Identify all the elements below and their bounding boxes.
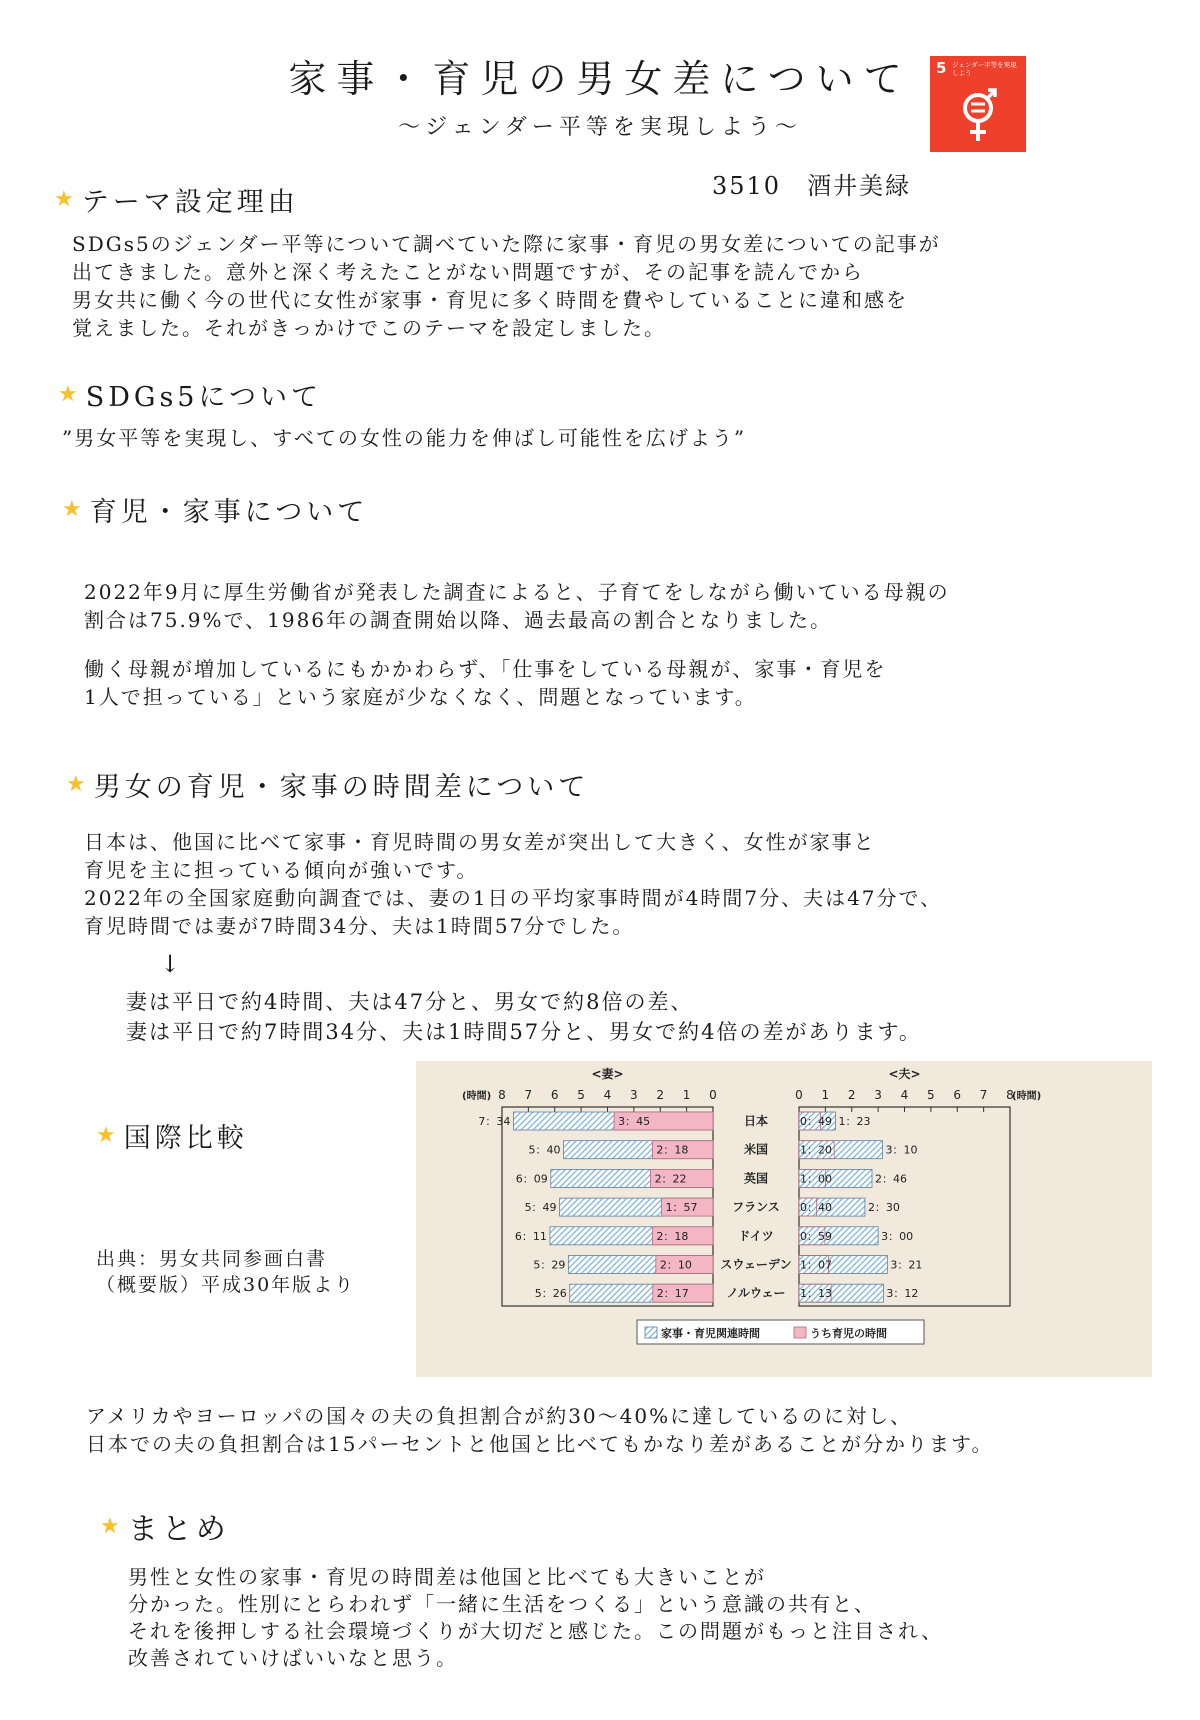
wife-total-label: 5：26 — [534, 1287, 567, 1301]
country-label: 米国 — [743, 1142, 769, 1157]
section-heading-sdgs5 — [58, 375, 322, 414]
legend-label-childcare: うち育児の時間 — [810, 1327, 887, 1340]
husband-total-label: 2：30 — [867, 1201, 900, 1215]
wife-childcare-label: 1：57 — [665, 1201, 698, 1215]
gender-equality-icon — [958, 86, 998, 146]
wife-childcare-label: 2：22 — [654, 1172, 687, 1186]
text-line: 男性と女性の家事・育児の時間差は他国と比べても大きいことが — [128, 1565, 766, 1589]
wife-tick-label: 4 — [603, 1088, 612, 1102]
text-line: 出典：男女共同参画白書 — [96, 1248, 328, 1270]
husband-tick-label: 1 — [821, 1088, 830, 1102]
text-line: アメリカやヨーロッパの国々の夫の負担割合が約30～40%に達しているのに対し、 — [86, 1404, 913, 1428]
text-line: それを後押しする社会環境づくりが大切だと感じた。この問題がもっと注目され、 — [128, 1619, 944, 1643]
comparison-chart — [416, 1061, 1152, 1377]
country-label: 英国 — [743, 1171, 769, 1186]
page-subtitle: ～ジェンダー平等を実現しよう～ — [398, 115, 802, 140]
text-line: 覚えました。それがきっかけでこのテーマを設定しました。 — [72, 316, 666, 340]
chart-source — [96, 1246, 355, 1298]
country-label: ノルウェー — [726, 1286, 786, 1301]
wife-tick-label: 3 — [630, 1088, 638, 1102]
heading-text: 育児・家事について — [89, 497, 369, 528]
sdg5-badge — [930, 56, 1026, 152]
husband-total-label: 3：12 — [886, 1287, 919, 1301]
husband-total-label: 3：10 — [885, 1143, 918, 1157]
husband-childcare-label: 1：07 — [800, 1258, 832, 1272]
text-line: 改善されていけばいいなと思う。 — [128, 1646, 458, 1670]
star-icon: ★ — [62, 497, 86, 522]
text-line: 分かった。性別にとらわれず「一緒に生活をつくる」という意識の共有と、 — [128, 1592, 876, 1616]
reason-text — [72, 230, 941, 342]
husband-tick-label: 8 — [1006, 1088, 1014, 1102]
husband-tick-label: 7 — [979, 1088, 988, 1102]
husband-total-label: 1：23 — [838, 1115, 871, 1128]
time-gap-text — [84, 828, 942, 940]
country-label: 日本 — [743, 1114, 769, 1128]
country-label: スウェーデン — [720, 1257, 792, 1272]
text-line: 2022年9月に厚生労働省が発表した調査によると、子育てをしながら働いている母親の — [84, 580, 950, 604]
wife-tick-label: 7 — [524, 1088, 533, 1102]
star-icon: ★ — [66, 772, 90, 797]
husband-total-label: 2：46 — [874, 1172, 907, 1186]
country-label: ドイツ — [738, 1228, 774, 1243]
wife-tick-label: 2 — [656, 1088, 665, 1102]
text-line: 育児を主に担っている傾向が強いです。 — [84, 858, 479, 882]
wife-tick-label: 1 — [682, 1088, 691, 1102]
wife-unit-label: (時間) — [462, 1091, 492, 1102]
text-line: 育児時間では妻が7時間34分、夫は1時間57分でした。 — [84, 914, 635, 938]
heading-text: テーマ設定理由 — [81, 187, 299, 218]
wife-tick-label: 6 — [550, 1088, 559, 1102]
wife-chart-title: <妻> — [591, 1067, 624, 1081]
heading-text: SDGs5について — [85, 382, 322, 413]
wife-childcare-label: 2：18 — [656, 1143, 689, 1157]
husband-tick-label: 5 — [927, 1088, 935, 1102]
wife-childcare-label: 3：45 — [618, 1115, 651, 1128]
summary-text — [128, 1564, 943, 1672]
husband-tick-label: 2 — [847, 1088, 856, 1102]
text-line: 妻は平日で約7時間34分、夫は1時間57分と、男女で約4倍の差があります。 — [126, 1020, 922, 1044]
husband-childcare-label: 0：40 — [800, 1201, 832, 1215]
legend-swatch-total — [645, 1327, 657, 1338]
husband-unit-label: (時間) — [1012, 1091, 1042, 1102]
husband-tick-label: 0 — [795, 1088, 803, 1102]
text-line: 働く母親が増加しているにもかかわらず、「仕事をしている母親が、家事・育児を — [84, 657, 887, 681]
wife-tick-label: 5 — [577, 1088, 585, 1102]
wife-childcare-label: 2：18 — [656, 1229, 689, 1243]
heading-text: まとめ — [127, 1512, 230, 1547]
husband-childcare-label: 0：59 — [800, 1229, 832, 1243]
legend-swatch-childcare — [794, 1327, 806, 1338]
wife-total-label: 6：09 — [515, 1172, 548, 1186]
star-icon: ★ — [100, 1513, 124, 1539]
sdg-number: 5 — [936, 59, 947, 77]
star-icon: ★ — [96, 1123, 120, 1148]
country-label: フランス — [732, 1200, 780, 1215]
wife-tick-label: 0 — [709, 1088, 717, 1102]
author-name: 3510 酒井美緑 — [712, 172, 912, 200]
text-line: SDGs5のジェンダー平等について調べていた際に家事・育児の男女差についての記事が — [72, 232, 941, 256]
intl-after-text — [86, 1402, 993, 1458]
wife-total-label: 5：49 — [524, 1201, 557, 1215]
heading-text: 国際比較 — [123, 1123, 248, 1154]
sdg-badge-text: ジェンダー平等を実現しよう — [952, 61, 1017, 77]
wife-total-label: 5：29 — [533, 1258, 566, 1272]
text-line: 妻は平日で約4時間、夫は47分と、男女で約8倍の差、 — [126, 990, 694, 1014]
husband-childcare-label: 1：00 — [800, 1172, 832, 1186]
star-icon: ★ — [54, 187, 78, 212]
section-heading-childcare — [62, 490, 368, 529]
husband-chart-title: <夫> — [888, 1067, 921, 1081]
heading-text: 男女の育児・家事の時間差について — [93, 772, 590, 803]
time-gap-result — [126, 987, 922, 1047]
section-heading-reason — [54, 180, 299, 219]
page-title: 家事・育児の男女差について — [288, 57, 912, 101]
husband-childcare-label: 1：13 — [800, 1287, 832, 1301]
husband-total-label: 3：00 — [881, 1229, 914, 1243]
wife-childcare-label: 2：10 — [659, 1258, 692, 1272]
wife-tick-label: 8 — [498, 1088, 506, 1102]
husband-childcare-label: 0：49 — [800, 1115, 832, 1128]
childcare-para-2 — [84, 655, 886, 711]
comparison-chart-svg — [416, 1061, 1152, 1377]
section-heading-time-gap — [66, 765, 589, 804]
text-line: 出てきました。意外と深く考えたことがない問題ですが、その記事を読んでから — [72, 260, 864, 284]
star-icon: ★ — [58, 382, 82, 407]
text-line: 日本での夫の負担割合は15パーセントと他国と比べてもかなり差があることが分かります。 — [86, 1432, 994, 1456]
text-line: 2022年の全国家庭動向調査では、妻の1日の平均家事時間が4時間7分、夫は47分で、 — [84, 886, 943, 910]
section-heading-summary — [100, 1504, 230, 1548]
text-line: 割合は75.9%で、1986年の調査開始以降、過去最高の割合となりました。 — [84, 608, 833, 632]
wife-total-label: 5：40 — [528, 1143, 561, 1157]
section-heading-intl — [96, 1116, 248, 1155]
childcare-para-1 — [84, 578, 950, 634]
legend-label-total: 家事・育児関連時間 — [661, 1327, 760, 1340]
text-line: （概要版）平成30年版より — [96, 1274, 356, 1296]
wife-total-label: 7：34 — [478, 1115, 511, 1128]
text-line: 男女共に働く今の世代に女性が家事・育児に多く時間を費やしていることに違和感を — [72, 288, 908, 312]
wife-total-label: 6：11 — [514, 1229, 547, 1243]
husband-tick-label: 4 — [900, 1088, 909, 1102]
husband-total-label: 3：21 — [890, 1258, 923, 1272]
wife-childcare-label: 2：17 — [656, 1287, 689, 1301]
down-arrow: ↓ — [160, 950, 183, 978]
husband-tick-label: 3 — [874, 1088, 882, 1102]
sdgs5-quote: ”男女平等を実現し、すべての女性の能力を伸ばし可能性を広げよう” — [62, 426, 747, 450]
husband-childcare-label: 1：20 — [800, 1143, 832, 1157]
text-line: 日本は、他国に比べて家事・育児時間の男女差が突出して大きく、女性が家事と — [84, 830, 876, 854]
husband-tick-label: 6 — [953, 1088, 962, 1102]
text-line: 1人で担っている」という家庭が少なくなく、問題となっています。 — [84, 685, 757, 709]
